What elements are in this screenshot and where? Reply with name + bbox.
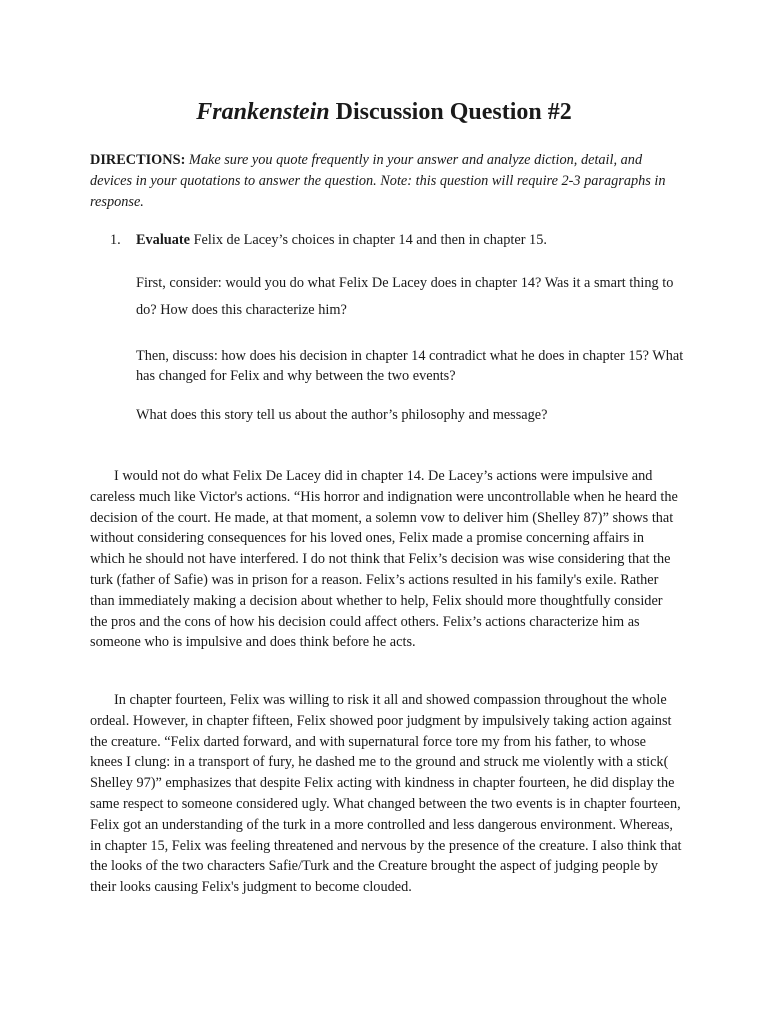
response-paragraph-1: I would not do what Felix De Lacey did in chapter 14. De Lacey’s actions were impulsive and careless much like Victor's actions. “His horror and indignation were uncontrollable when he heard the decision of the court. He made, at that moment, a solemn vow to deliver him (Shelley 87)” shows that without considering consequences for his loved ones, Felix made a promise concerning affairs in which he should not have interfered. I do not think that Felix’s decision was wise considering that the turk (father of Safie) was in prison for a reason. Felix’s actions resulted in his family's exile. Rather than immediately making a decision about whether to help, Felix should more thoughtfully consider the pros and the cons of how his decision could affect others. Felix’s actions characterize him as someone who is impulsive and does think before he acts. (90, 468, 678, 651)
sub-question-philosophy: What does this story tell us about the author’s philosophy and message? (136, 407, 548, 423)
directions-paragraph (90, 150, 680, 213)
question-item (110, 230, 690, 251)
title-italic-part: Frankenstein (196, 99, 330, 125)
sub-question-consider: First, consider: would you do what Felix De Lacey does in chapter 14? Was it a smart thing to do? How does this characterize him? (136, 275, 674, 318)
directions-label: DIRECTIONS: (90, 152, 186, 168)
title-rest-part: Discussion Question #2 (329, 99, 572, 125)
question-verb: Evaluate (136, 232, 191, 248)
response-paragraph-2: In chapter fourteen, Felix was willing to risk it all and showed compassion throughout the whole ordeal. However, in chapter fifteen, Felix showed poor judgment by impulsively taking action against the creature. “Felix darted forward, and with supernatural force tore my from his father, to whose knees I clung: in a transport of fury, he dashed me to the ground and struck me violently with a stick( Shelley 97)” emphasizes that despite Felix acting with kindness in chapter fourteen, he did display the same respect to someone considered ugly. What changed between the two events is in chapter fourteen, Felix got an understanding of the turk in a more controlled and less dangerous environment. Whereas, in chapter 15, Felix was feeling threatened and nervous by the presence of the creature. I also think that the looks of the two characters Safie/Turk and the Creature brought the aspect of judging people by their looks causing Felix's judgment to become clouded. (90, 692, 682, 896)
question-number: 1. (110, 232, 121, 248)
document-title (0, 96, 768, 128)
question-text: Felix de Lacey’s choices in chapter 14 and then in chapter 15. (190, 232, 547, 248)
sub-question-discuss: Then, discuss: how does his decision in chapter 14 contradict what he does in chapter 15? What has changed for Felix and why between the two events? (136, 348, 684, 384)
directions-text: Make sure you quote frequently in your answer and analyze diction, detail, and devices in your quotations to answer the question. Note: this question will require 2-3 paragraphs in response. (90, 152, 666, 210)
